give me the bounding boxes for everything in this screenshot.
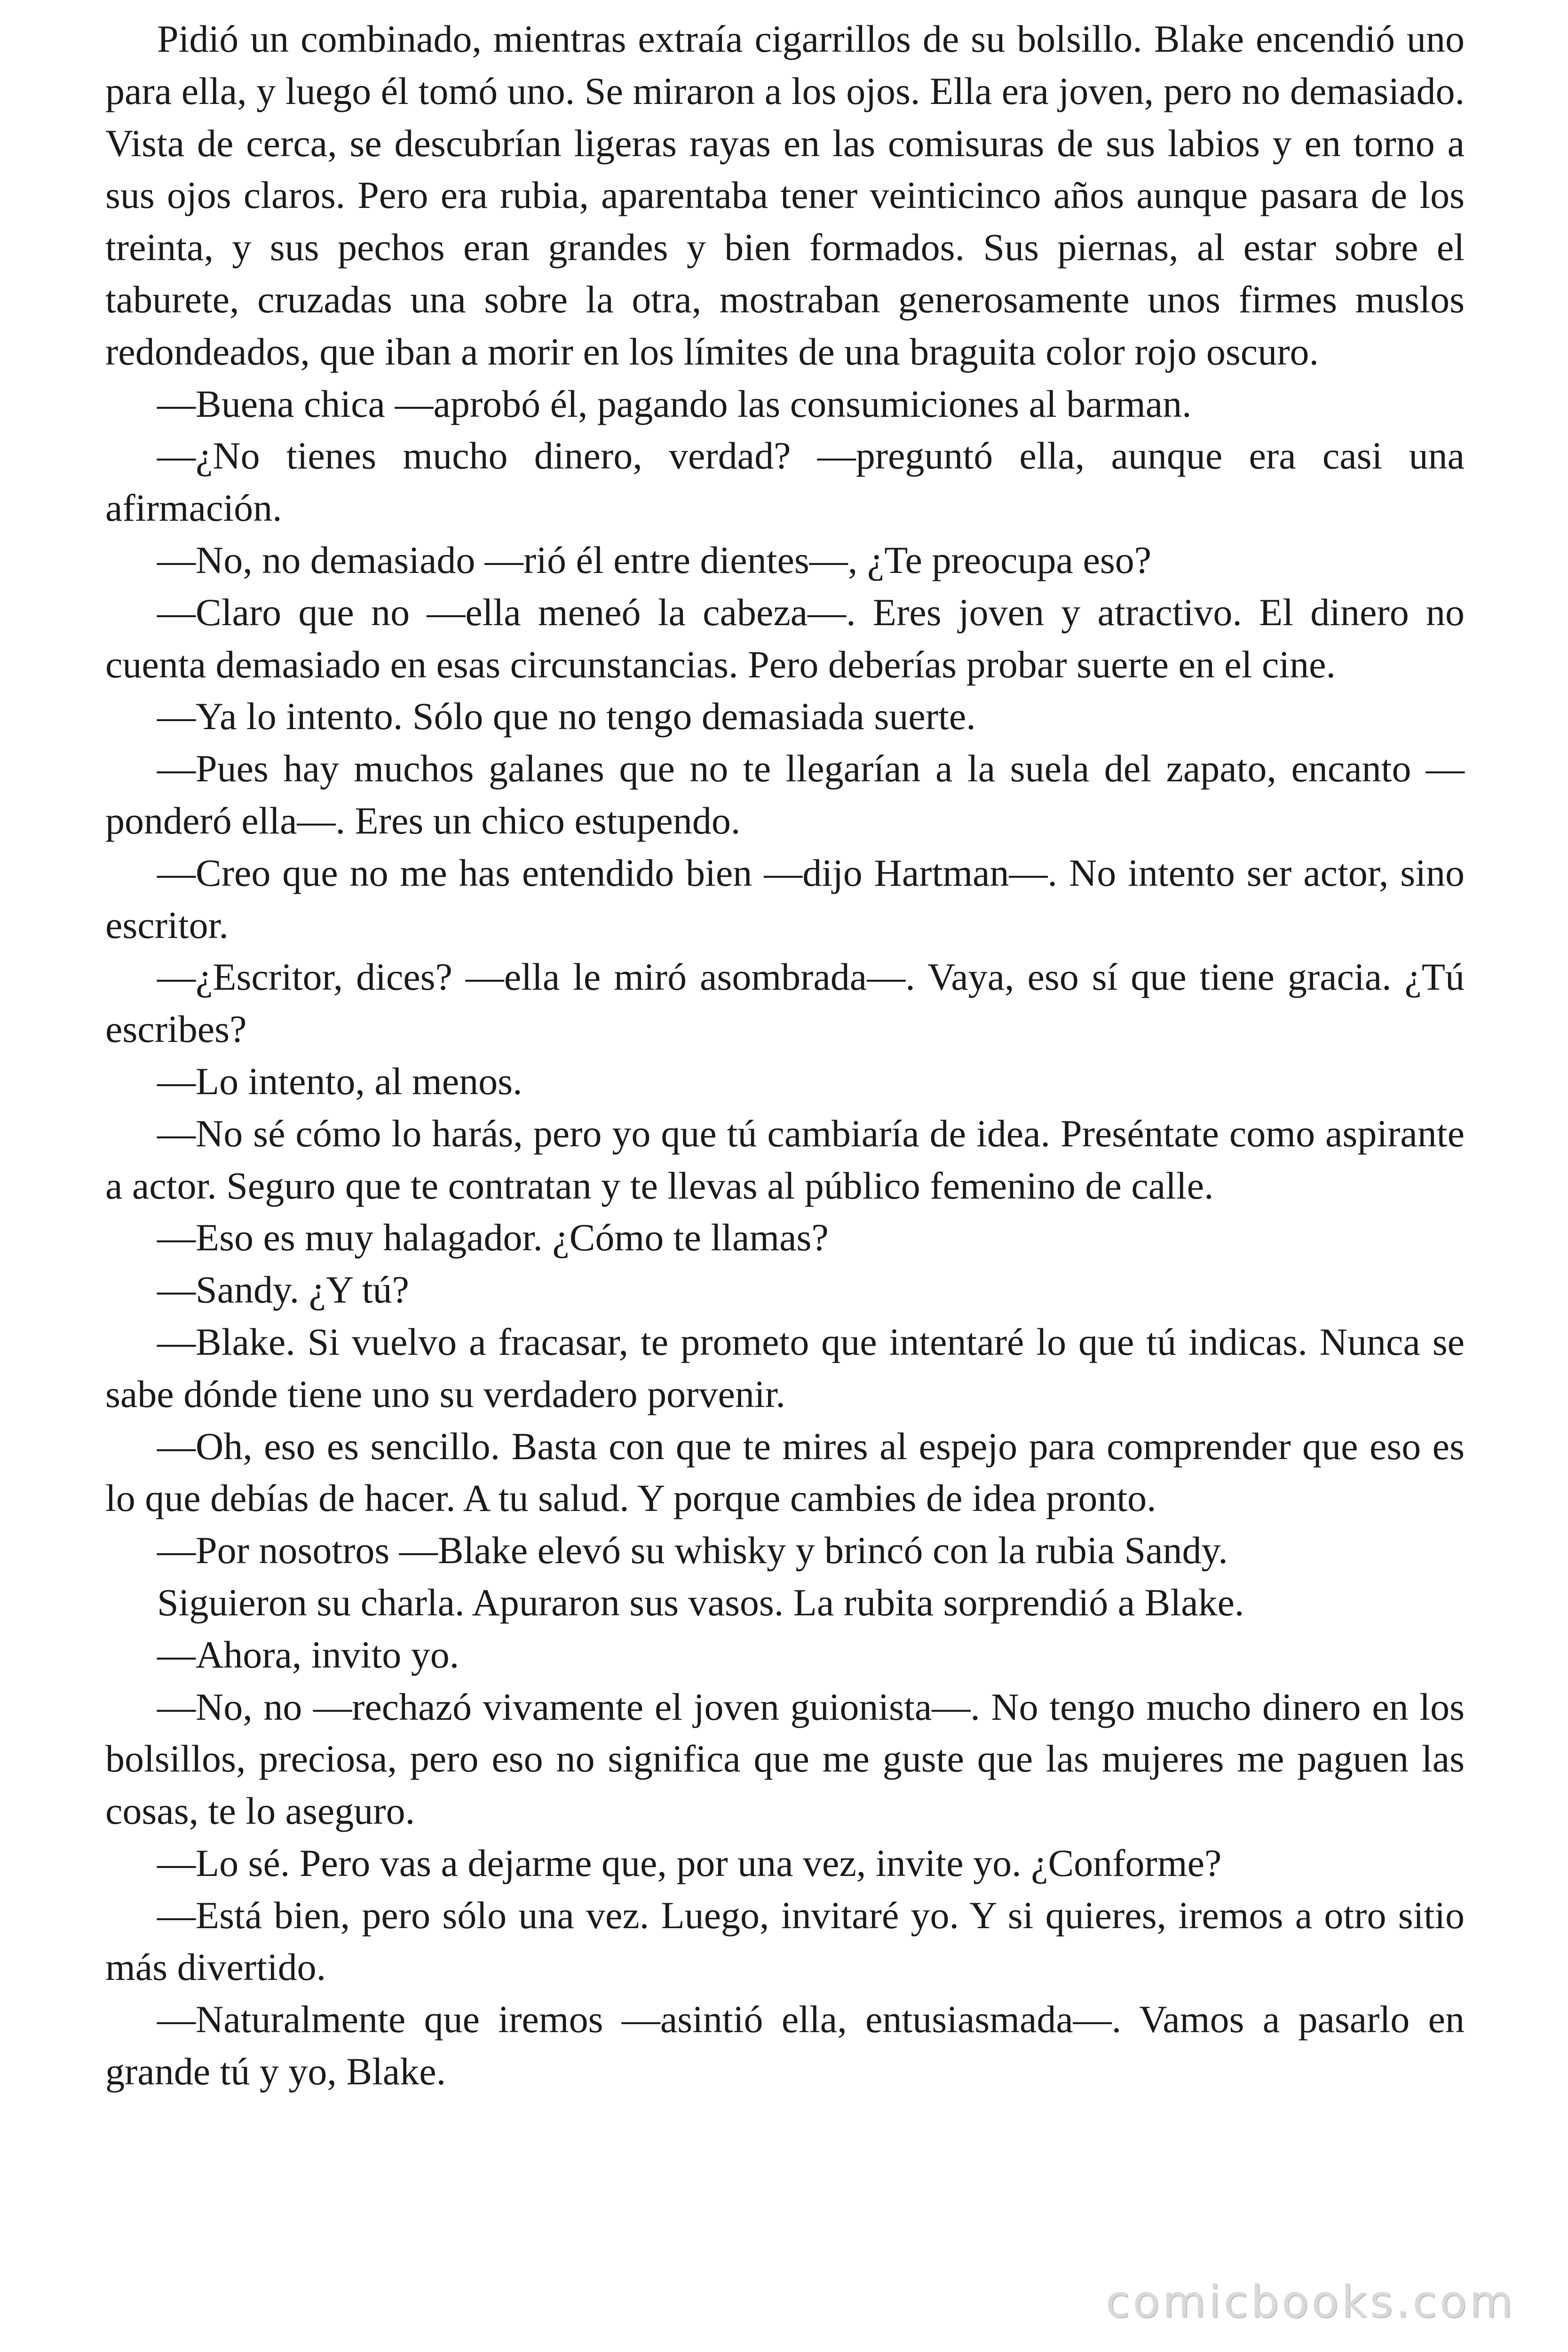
paragraph-18: —Ahora, invito yo.: [157, 1633, 459, 1676]
paragraph-3: —¿No tienes mucho dinero, verdad? —preguntó ella, aunque era casi una afirmación.: [105, 434, 1465, 530]
paragraph-12: —Eso es muy halagador. ¿Cómo te llamas?: [157, 1216, 829, 1259]
paragraph-1: Pidió un combinado, mientras extraía cigarrillos de su bolsillo. Blake encendió uno para ella, y luego él tomó uno. Se miraron a los ojos. Ella era joven, pero no demasiado. Vista de cerca, se descubrían ligeras rayas en las comisuras de sus labios y en torno a sus ojos claros. Pero era rubia, aparentaba tener veinticinco años aunque pasara de los treinta, y sus pechos eran grandes y bien formados. Sus piernas, al estar sobre el taburete, cruzadas una sobre la otra, mostraban generosamente unos firmes muslos redondeados, que iban a morir en los límites de una braguita color rojo oscuro.: [105, 17, 1465, 373]
watermark-text: comicbooks.com: [1105, 2276, 1515, 2328]
paragraph-5: —Claro que no —ella meneó la cabeza—. Eres joven y atractivo. El dinero no cuenta demasiado en esas circunstancias. Pero deberías probar suerte en el cine.: [105, 590, 1465, 686]
paragraph-4: —No, no demasiado —rió él entre dientes—, ¿Te preocupa eso?: [157, 538, 1152, 581]
paragraph-9: —¿Escritor, dices? —ella le miró asombrada—. Vaya, eso sí que tiene gracia. ¿Tú escribes?: [105, 955, 1465, 1051]
paragraph-21: —Está bien, pero sólo una vez. Luego, invitaré yo. Y si quieres, iremos a otro sitio más divertido.: [105, 1893, 1465, 1989]
paragraph-16: —Por nosotros —Blake elevó su whisky y brincó con la rubia Sandy.: [157, 1529, 1228, 1572]
paragraph-22: —Naturalmente que iremos —asintió ella, entusiasmada—. Vamos a pasarlo en grande tú y yo, Blake.: [105, 1998, 1465, 2093]
paragraph-8: —Creo que no me has entendido bien —dijo Hartman—. No intento ser actor, sino escritor.: [105, 851, 1465, 946]
paragraph-7: —Pues hay muchos galanes que no te llegarían a la suela del zapato, encanto — ponderó ella—. Eres un chico estupendo.: [105, 747, 1465, 842]
paragraph-2: —Buena chica —aprobó él, pagando las consumiciones al barman.: [157, 382, 1192, 425]
paragraph-20: —Lo sé. Pero vas a dejarme que, por una vez, invite yo. ¿Conforme?: [157, 1841, 1222, 1884]
paragraph-10: —Lo intento, al menos.: [157, 1059, 523, 1103]
paragraph-13: —Sandy. ¿Y tú?: [157, 1268, 409, 1311]
paragraph-15: —Oh, eso es sencillo. Basta con que te mires al espejo para comprender que eso es lo que debías de hacer. A tu salud. Y porque cambies de idea pronto.: [105, 1424, 1465, 1520]
paragraph-6: —Ya lo intento. Sólo que no tengo demasiada suerte.: [157, 695, 976, 738]
paragraph-19: —No, no —rechazó vivamente el joven guionista—. No tengo mucho dinero en los bolsillos, preciosa, pero eso no significa que me guste que las mujeres me paguen las cosas, te lo aseguro.: [105, 1685, 1465, 1833]
paragraph-14: —Blake. Si vuelvo a fracasar, te prometo que intentaré lo que tú indicas. Nunca se sabe dónde tiene uno su verdadero porvenir.: [105, 1320, 1465, 1415]
paragraph-11: —No sé cómo lo harás, pero yo que tú cambiaría de idea. Preséntate como aspirante a actor. Seguro que te contratan y te llevas al público femenino de calle.: [105, 1112, 1465, 1207]
page-body-text: [105, 13, 1465, 2098]
paragraph-17: Siguieron su charla. Apuraron sus vasos. La rubita sorprendió a Blake.: [157, 1581, 1244, 1624]
